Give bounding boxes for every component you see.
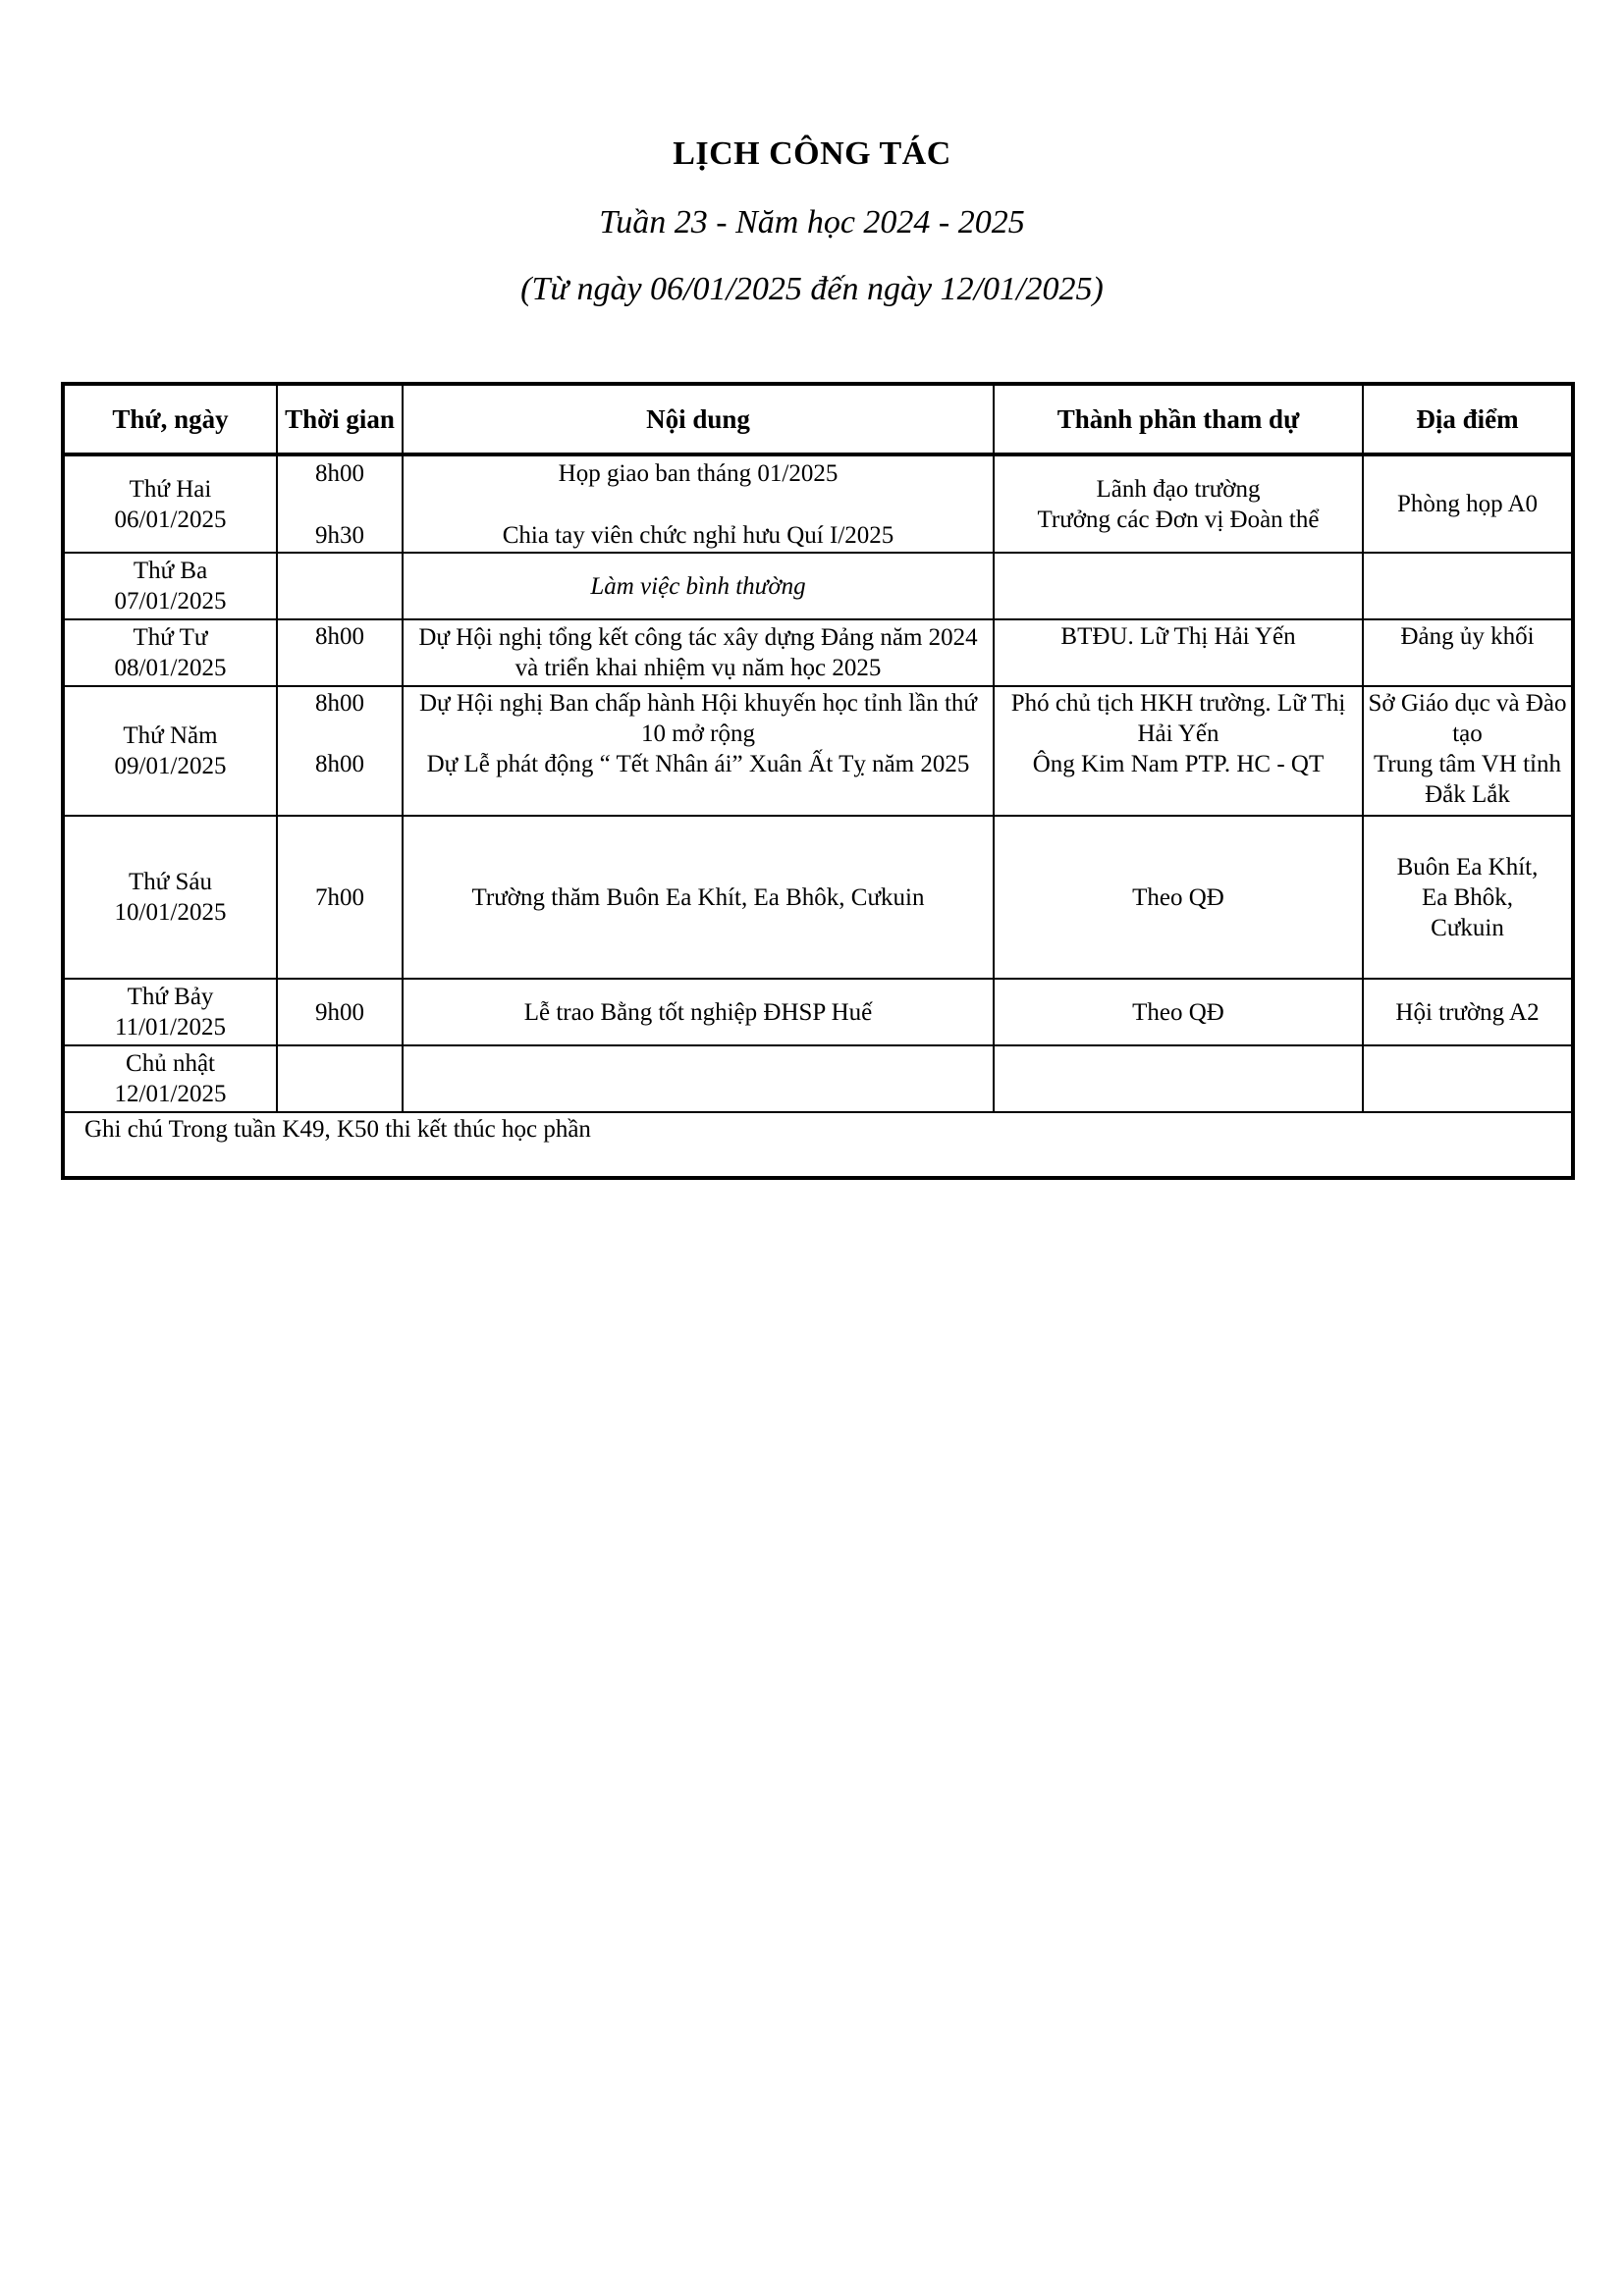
day-date: 07/01/2025	[114, 588, 227, 614]
day-name: Thứ Tư	[133, 624, 208, 651]
time-cell	[277, 553, 403, 619]
participants-item: Trưởng các Đơn vị Đoàn thể	[1037, 506, 1320, 533]
table-row	[63, 454, 1573, 553]
day-date: 09/01/2025	[114, 753, 227, 779]
day-name: Thứ Ba	[133, 558, 208, 584]
week-subtitle: Tuần 23 - Năm học 2024 - 2025	[599, 204, 1025, 240]
day-cell	[63, 1045, 277, 1112]
location-cell	[1363, 553, 1573, 619]
location-item: Trung tâm VH tỉnh Đắk Lắk	[1373, 751, 1561, 808]
participants-cell	[994, 1045, 1363, 1112]
day-name: Thứ Sáu	[128, 869, 213, 895]
content-cell: Làm việc bình thường	[403, 553, 994, 619]
day-cell	[63, 619, 277, 686]
col-header-participants: Thành phần tham dự	[994, 384, 1363, 454]
table-row	[63, 619, 1573, 686]
table-row	[63, 1045, 1573, 1112]
col-header-day: Thứ, ngày	[63, 384, 277, 454]
date-range: (Từ ngày 06/01/2025 đến ngày 12/01/2025)	[520, 271, 1104, 307]
day-date: 12/01/2025	[114, 1081, 227, 1107]
note-text: Ghi chú Trong tuần K49, K50 thi kết thúc học phần	[63, 1112, 1573, 1178]
content-cell	[403, 686, 994, 816]
note-row	[63, 1112, 1573, 1178]
table-row	[63, 553, 1573, 619]
table-row	[63, 979, 1573, 1045]
content-cell	[403, 454, 994, 553]
day-date: 08/01/2025	[114, 655, 227, 681]
content-cell: Dự Hội nghị tổng kết công tác xây dựng Đảng năm 2024 và triển khai nhiệm vụ năm học 2025	[403, 619, 994, 686]
time-cell: 8h00	[277, 619, 403, 686]
day-date: 06/01/2025	[114, 506, 227, 533]
col-header-content: Nội dung	[403, 384, 994, 454]
time-value: 8h00	[315, 751, 364, 777]
table-header-row	[63, 384, 1573, 454]
day-name: Chủ nhật	[126, 1050, 215, 1077]
day-cell	[63, 553, 277, 619]
time-cell: 7h00	[277, 816, 403, 979]
table-row	[63, 816, 1573, 979]
content-item: Dự Lễ phát động “ Tết Nhân ái” Xuân Ất Tỵ năm 2025	[426, 751, 970, 777]
content-cell	[403, 1045, 994, 1112]
col-header-time: Thời gian	[277, 384, 403, 454]
participants-item: Ông Kim Nam PTP. HC - QT	[1032, 751, 1325, 777]
time-value: 9h30	[315, 521, 364, 549]
location-item: Sở Giáo dục và Đào tạo	[1368, 690, 1567, 747]
location-cell: Buôn Ea Khít, Ea Bhôk, Cưkuin	[1363, 816, 1573, 979]
content-item: Dự Hội nghị Ban chấp hành Hội khuyến học tỉnh lần thứ 10 mở rộng	[419, 690, 977, 747]
content-item: Họp giao ban tháng 01/2025	[558, 459, 839, 487]
participants-cell	[994, 553, 1363, 619]
day-cell	[63, 816, 277, 979]
content-cell: Trường thăm Buôn Ea Khít, Ea Bhôk, Cưkuin	[403, 816, 994, 979]
day-cell	[63, 979, 277, 1045]
col-header-location: Địa điểm	[1363, 384, 1573, 454]
time-cell	[277, 1045, 403, 1112]
location-cell: Phòng họp A0	[1363, 454, 1573, 553]
day-name: Thứ Bảy	[127, 984, 214, 1010]
participants-cell: BTĐU. Lữ Thị Hải Yến	[994, 619, 1363, 686]
location-cell	[1363, 686, 1573, 816]
location-cell: Đảng ủy khối	[1363, 619, 1573, 686]
content-cell: Lễ trao Bằng tốt nghiệp ĐHSP Huế	[403, 979, 994, 1045]
participants-cell: Theo QĐ	[994, 979, 1363, 1045]
day-cell	[63, 686, 277, 816]
participants-cell	[994, 686, 1363, 816]
day-name: Thứ Hai	[129, 475, 212, 503]
day-date: 11/01/2025	[115, 1014, 226, 1041]
time-value: 8h00	[315, 459, 364, 487]
participants-item: Phó chủ tịch HKH trường. Lữ Thị Hải Yến	[1010, 690, 1346, 747]
time-cell: 9h00	[277, 979, 403, 1045]
document-title: LỊCH CÔNG TÁC	[673, 135, 951, 172]
table-row	[63, 686, 1573, 816]
day-name: Thứ Năm	[123, 722, 218, 749]
participants-cell	[994, 454, 1363, 553]
day-cell	[63, 454, 277, 553]
time-cell	[277, 686, 403, 816]
day-date: 10/01/2025	[114, 899, 227, 926]
participants-cell: Theo QĐ	[994, 816, 1363, 979]
time-cell	[277, 454, 403, 553]
content-item: Chia tay viên chức nghỉ hưu Quí I/2025	[502, 521, 894, 549]
location-cell	[1363, 1045, 1573, 1112]
participants-item: Lãnh đạo trường	[1096, 475, 1261, 503]
schedule-table	[61, 382, 1575, 1180]
location-cell: Hội trường A2	[1363, 979, 1573, 1045]
time-value: 8h00	[315, 690, 364, 717]
